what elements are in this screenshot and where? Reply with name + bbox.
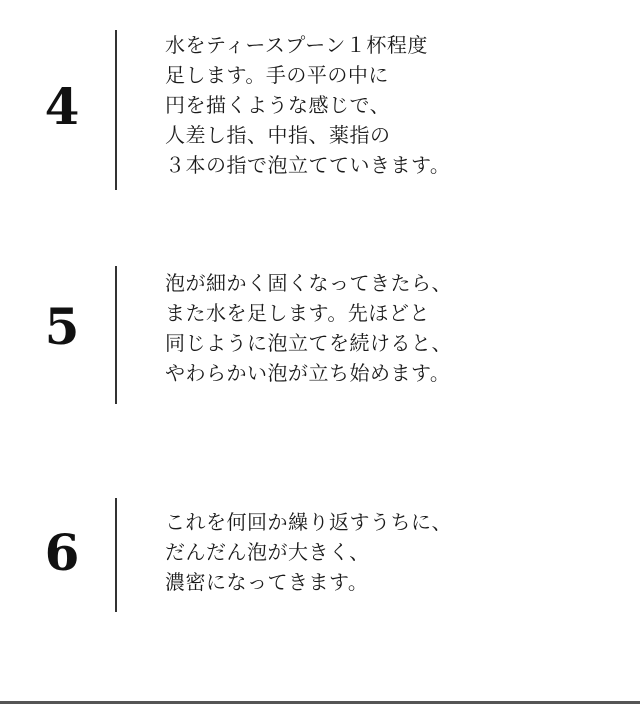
step-text-line: 濃密になってきます。 [165,570,369,594]
step-text-line: 円を描くような感じで、 [165,93,391,117]
step-number: 4 [44,77,80,136]
step-number: 6 [44,523,80,582]
step-text [165,507,635,597]
step-number: 5 [44,297,80,356]
step-text [165,30,635,180]
step-text [165,268,635,388]
step-divider [115,498,117,612]
step-text-line: 水をティースプーン１杯程度 [165,33,428,57]
step-text-line: 足します。手の平の中に [165,63,389,87]
step-text-line: やわらかい泡が立ち始めます。 [165,361,451,385]
step-text-line: ３本の指で泡立てていきます。 [165,153,451,177]
step-divider [115,266,117,404]
step-divider [115,30,117,190]
step-text-line: だんだん泡が大きく、 [165,540,370,564]
step-text-line: 泡が細かく固くなってきたら、 [165,271,452,295]
step-text-line: 同じように泡立てを続けると、 [165,331,452,355]
step-text-line: これを何回か繰り返すうちに、 [165,510,452,534]
step-text-line: 人差し指、中指、薬指の [165,123,391,147]
step-text-line: また水を足します。先ほどと [165,301,430,325]
